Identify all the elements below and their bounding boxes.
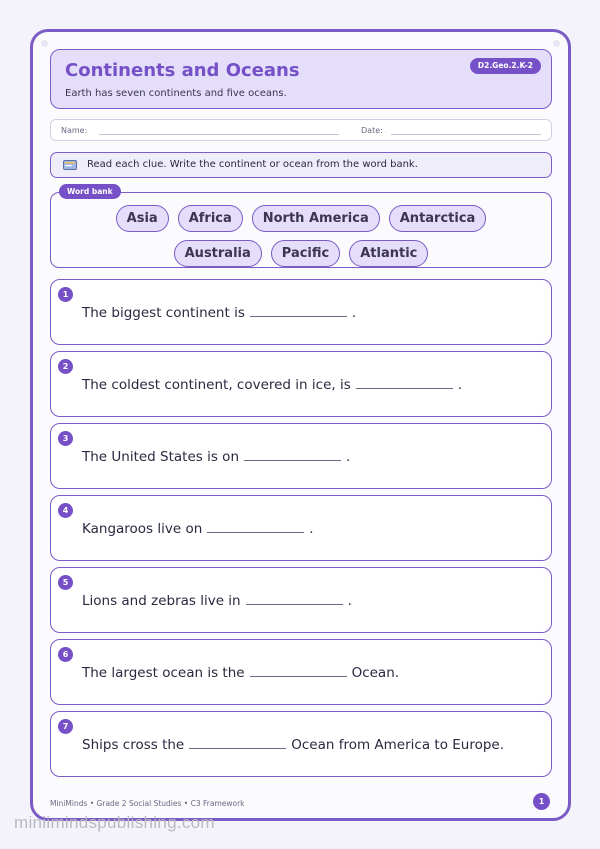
question-card [50, 351, 552, 417]
corner-dot [41, 40, 48, 47]
instructions-box [50, 152, 552, 178]
page-subtitle: Earth has seven continents and five oceans. [65, 88, 287, 99]
clue-text: The coldest continent, covered in ice, is [82, 377, 351, 393]
question-card [50, 423, 552, 489]
standard-code-badge: D2.Geo.2.K-2 [470, 58, 541, 74]
question-number: 7 [58, 719, 73, 734]
question-number: 2 [58, 359, 73, 374]
question-text [82, 377, 462, 393]
word-chip: Africa [178, 205, 243, 232]
clue-text: The biggest continent is [82, 305, 245, 321]
question-card [50, 711, 552, 777]
question-text [82, 737, 504, 753]
question-text [82, 449, 350, 465]
word-chip: Pacific [271, 240, 340, 267]
name-label: Name: [61, 126, 88, 135]
name-date-bar [50, 119, 552, 141]
clue-text: The largest ocean is the [82, 665, 245, 681]
word-chip: North America [252, 205, 380, 232]
question-text [82, 521, 314, 537]
clue-text: Kangaroos live on [82, 521, 203, 537]
clue-text: The United States is on [82, 449, 239, 465]
corner-dot [553, 40, 560, 47]
clue-ending: . [457, 377, 463, 393]
page-number: 1 [533, 793, 550, 810]
question-number: 1 [58, 287, 73, 302]
question-card [50, 639, 552, 705]
word-chip: Atlantic [349, 240, 428, 267]
clue-ending: . [351, 305, 357, 321]
header-banner [50, 49, 552, 109]
instructions-text: Read each clue. Write the continent or ocean from the word bank. [87, 159, 418, 170]
worksheet-page [30, 29, 571, 821]
watermark: miniimindspublishing.com [14, 813, 215, 832]
word-bank-label: Word bank [59, 184, 121, 199]
clue-ending: . [309, 521, 314, 537]
pencil-board-icon [63, 159, 77, 171]
clue-ending: Ocean. [351, 665, 400, 681]
question-number: 6 [58, 647, 73, 662]
question-text [82, 593, 352, 609]
answer-blank[interactable] [207, 521, 304, 533]
question-number: 4 [58, 503, 73, 518]
question-text [82, 305, 356, 321]
word-chip: Asia [116, 205, 169, 232]
answer-blank[interactable] [250, 665, 347, 677]
date-line[interactable] [391, 134, 541, 135]
question-text [82, 665, 399, 681]
footer-text: MiniMinds • Grade 2 Social Studies • C3 Framework [50, 799, 245, 808]
name-line[interactable] [99, 134, 339, 135]
question-card [50, 495, 552, 561]
word-chip: Australia [174, 240, 262, 267]
clue-ending: Ocean from America to Europe. [291, 737, 505, 753]
answer-blank[interactable] [250, 305, 347, 317]
question-number: 5 [58, 575, 73, 590]
answer-blank[interactable] [244, 449, 341, 461]
word-chip: Antarctica [389, 205, 487, 232]
page-title: Continents and Oceans [65, 60, 300, 81]
answer-blank[interactable] [356, 377, 453, 389]
question-number: 3 [58, 431, 73, 446]
clue-ending: . [347, 593, 352, 609]
clue-text: Ships cross the [82, 737, 185, 753]
question-card [50, 279, 552, 345]
answer-blank[interactable] [246, 593, 343, 605]
word-bank-chips [51, 205, 551, 267]
clue-text: Lions and zebras live in [82, 593, 241, 609]
clue-ending: . [346, 449, 351, 465]
date-label: Date: [361, 126, 383, 135]
question-card [50, 567, 552, 633]
answer-blank[interactable] [189, 737, 286, 749]
word-bank [50, 187, 552, 268]
